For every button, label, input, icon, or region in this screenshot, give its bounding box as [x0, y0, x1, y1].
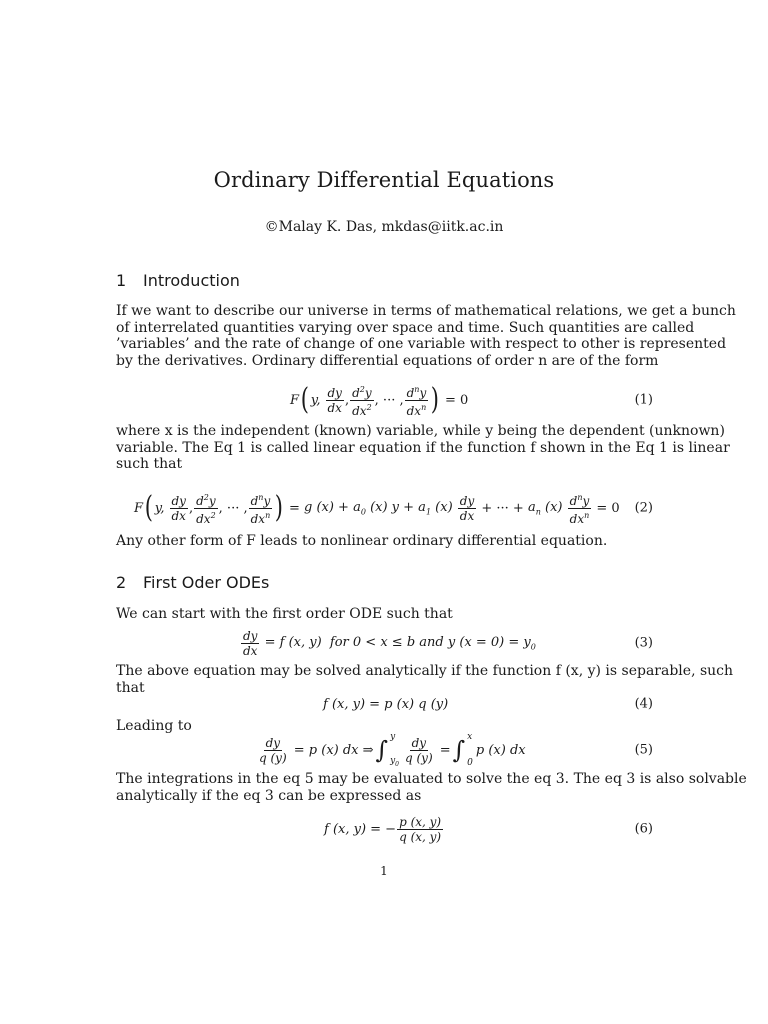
- equation-5: $\frac{dy}{q (y)}$ = p (x) dx ⇒ ∫ y $y_0$ $\frac{dy}{q (y)}$ = ∫ x 0 p (x) dx (5): [259, 732, 653, 768]
- text-line: of interrelated quantities varying over space and time. Such quantities are called: [116, 319, 695, 336]
- equation-1: F ( y, $\frac{dy}{dx}$ , $\frac{d^2y}{dx^2}$ , ··· , $\frac{d^ny}{dx^n}$ ) = 0 (1): [290, 382, 653, 418]
- equation-4: f (x, y) = p (x) q (y) (4): [323, 696, 653, 712]
- equation-tag: (2): [634, 500, 653, 516]
- text-line: The integrations in the eq 5 may be evaluated to solve the eq 3. The eq 3 is also solvable: [116, 771, 747, 787]
- text-line: If we want to describe our universe in terms of mathematical relations, we get a bunch: [116, 303, 736, 319]
- section-title: Introduction: [143, 271, 240, 290]
- equation-2: F ( y, $\frac{dy}{dx}$ , $\frac{d^2y}{dx^2}$ , ··· , $\frac{d^ny}{dx^n}$ ) = g $(x) + a_0$ (x) $y + a_1$ (x) $\frac{dy}{dx}$ + ··· + $a_n$ (x) $\frac{d^ny}{dx^n}$ = 0 (2): [134, 490, 653, 526]
- equation-tag: (6): [634, 821, 653, 837]
- text-line: such that: [116, 456, 183, 473]
- text-line: that: [116, 679, 145, 696]
- equation-tag: (4): [634, 696, 653, 712]
- equation-6: f (x, y) = − $\frac{p (x, y)}{q (x, y)}$ (6): [324, 814, 653, 844]
- intro-paragraph: [116, 303, 736, 369]
- equation-tag: (1): [634, 392, 653, 408]
- equation-tag: (3): [634, 635, 653, 651]
- text-line: by the derivatives. Ordinary differential equations of order n are of the form: [116, 352, 659, 369]
- text-line: where x is the independent (known) variable, while y being the dependent (unknown): [116, 423, 725, 439]
- text-line: ’variables’ and the rate of change of one variable with respect to other is represented: [116, 336, 727, 353]
- section-title: First Oder ODEs: [143, 573, 270, 592]
- paragraph-after-eq2: [116, 533, 653, 550]
- text-line: analytically if the eq 3 can be expressed as: [116, 787, 422, 804]
- equation-tag: (5): [634, 742, 653, 758]
- text-line: The above equation may be solved analytically if the function f (x, y) is separable, such: [116, 663, 734, 679]
- first-order-paragraph: [116, 606, 653, 623]
- equation-3: $\frac{dy}{dx}$ = f (x, y) for 0 < x ≤ b and y $(x = 0) = y_0$ (3): [243, 628, 653, 658]
- section-number: 2: [116, 573, 127, 592]
- section-heading-2: [116, 573, 269, 592]
- section-heading-1: [116, 271, 240, 290]
- paper-title: Ordinary Differential Equations: [213, 168, 555, 192]
- page-number: 1: [380, 864, 388, 878]
- text-line: We can start with the first order ODE such that: [116, 606, 453, 622]
- section-number: 1: [116, 271, 127, 290]
- author-line: ©Malay K. Das, mkdas@iitk.ac.in: [264, 219, 504, 235]
- text-line: Any other form of F leads to nonlinear ordinary differential equation.: [116, 533, 608, 549]
- text-line: variable. The Eq 1 is called linear equation if the function f shown in the Eq 1 is linear: [116, 439, 730, 456]
- integrations-paragraph: [116, 771, 747, 804]
- paragraph-after-eq1: [116, 423, 730, 473]
- text-line: Leading to: [116, 718, 192, 734]
